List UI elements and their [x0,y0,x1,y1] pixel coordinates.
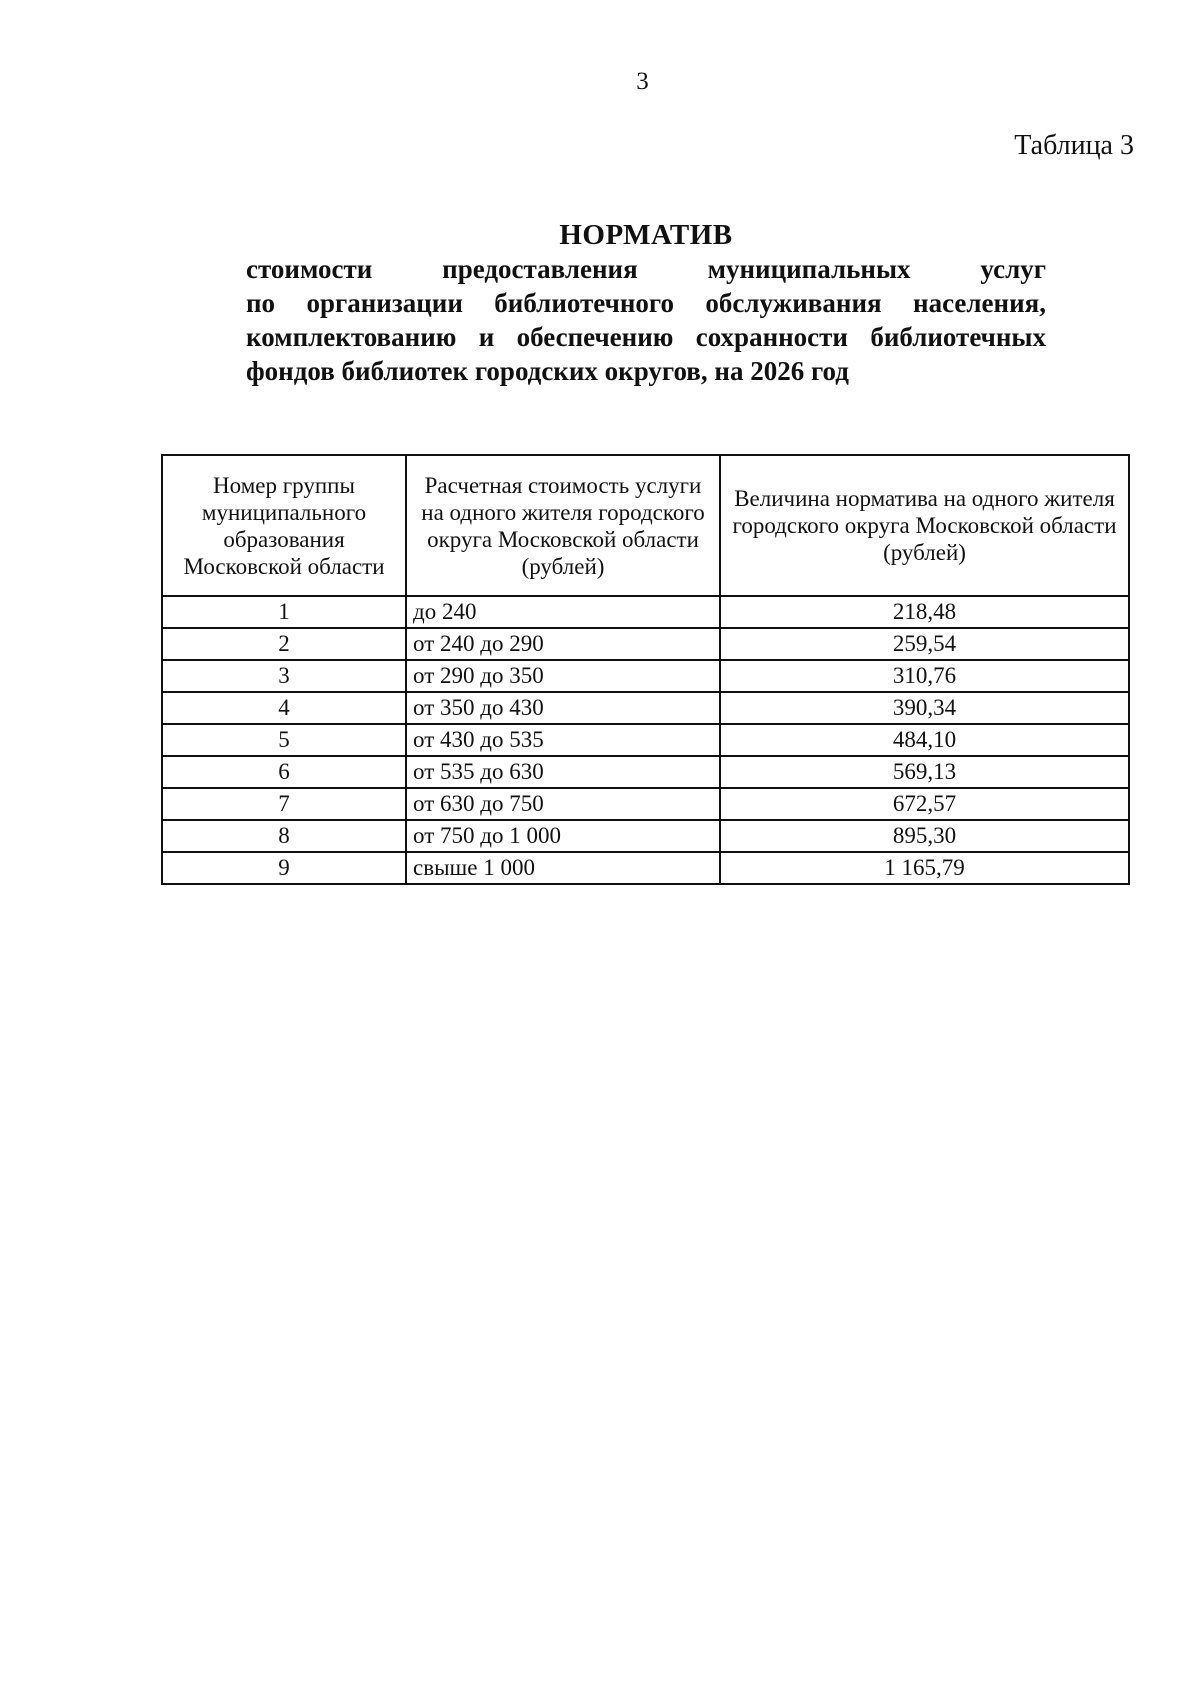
cell-estimated-cost: от 430 до 535 [406,724,720,756]
cell-estimated-cost: от 240 до 290 [406,628,720,660]
cell-group-number: 6 [162,756,406,788]
cell-group-number: 2 [162,628,406,660]
table-row [162,692,1129,724]
subtitle-line: стоимости предоставления муниципальных услуг [246,254,1046,284]
page-number: 3 [636,68,649,95]
table-header-row [162,455,1129,596]
table-row [162,788,1129,820]
subtitle-line: фондов библиотек городских округов, на 2026 год [246,356,849,386]
norms-table [161,454,1130,885]
cell-group-number: 9 [162,852,406,884]
table-row [162,660,1129,692]
header-group-number: Номер группы муниципального образования Московской области [162,455,406,596]
cell-estimated-cost: от 630 до 750 [406,788,720,820]
cell-estimated-cost: от 350 до 430 [406,692,720,724]
cell-norm-value: 569,13 [720,756,1129,788]
cell-estimated-cost: свыше 1 000 [406,852,720,884]
cell-norm-value: 218,48 [720,596,1129,628]
title-block [246,218,1046,388]
cell-estimated-cost: от 535 до 630 [406,756,720,788]
cell-norm-value: 484,10 [720,724,1129,756]
cell-norm-value: 1 165,79 [720,852,1129,884]
cell-norm-value: 672,57 [720,788,1129,820]
document-title: НОРМАТИВ [559,219,733,251]
table-body [162,596,1129,884]
cell-estimated-cost: от 290 до 350 [406,660,720,692]
cell-estimated-cost: от 750 до 1 000 [406,820,720,852]
subtitle-line: по организации библиотечного обслуживания населения, [246,288,1046,318]
subtitle-line: комплектованию и обеспечению сохранности библиотечных [246,322,1046,352]
cell-group-number: 8 [162,820,406,852]
cell-group-number: 7 [162,788,406,820]
header-norm-value: Величина норматива на одного жителя городского округа Московской области (рублей) [720,455,1129,596]
table-row [162,756,1129,788]
cell-norm-value: 895,30 [720,820,1129,852]
cell-norm-value: 390,34 [720,692,1129,724]
cell-group-number: 5 [162,724,406,756]
document-subtitle [246,252,1046,388]
table-row [162,628,1129,660]
table-row [162,596,1129,628]
cell-group-number: 3 [162,660,406,692]
table-row [162,820,1129,852]
cell-group-number: 1 [162,596,406,628]
cell-norm-value: 259,54 [720,628,1129,660]
cell-estimated-cost: до 240 [406,596,720,628]
header-estimated-cost: Расчетная стоимость услуги на одного жителя городского округа Московской области (рублей) [406,455,720,596]
table-row [162,852,1129,884]
table-label: Таблица 3 [1014,130,1134,161]
table-row [162,724,1129,756]
cell-norm-value: 310,76 [720,660,1129,692]
cell-group-number: 4 [162,692,406,724]
